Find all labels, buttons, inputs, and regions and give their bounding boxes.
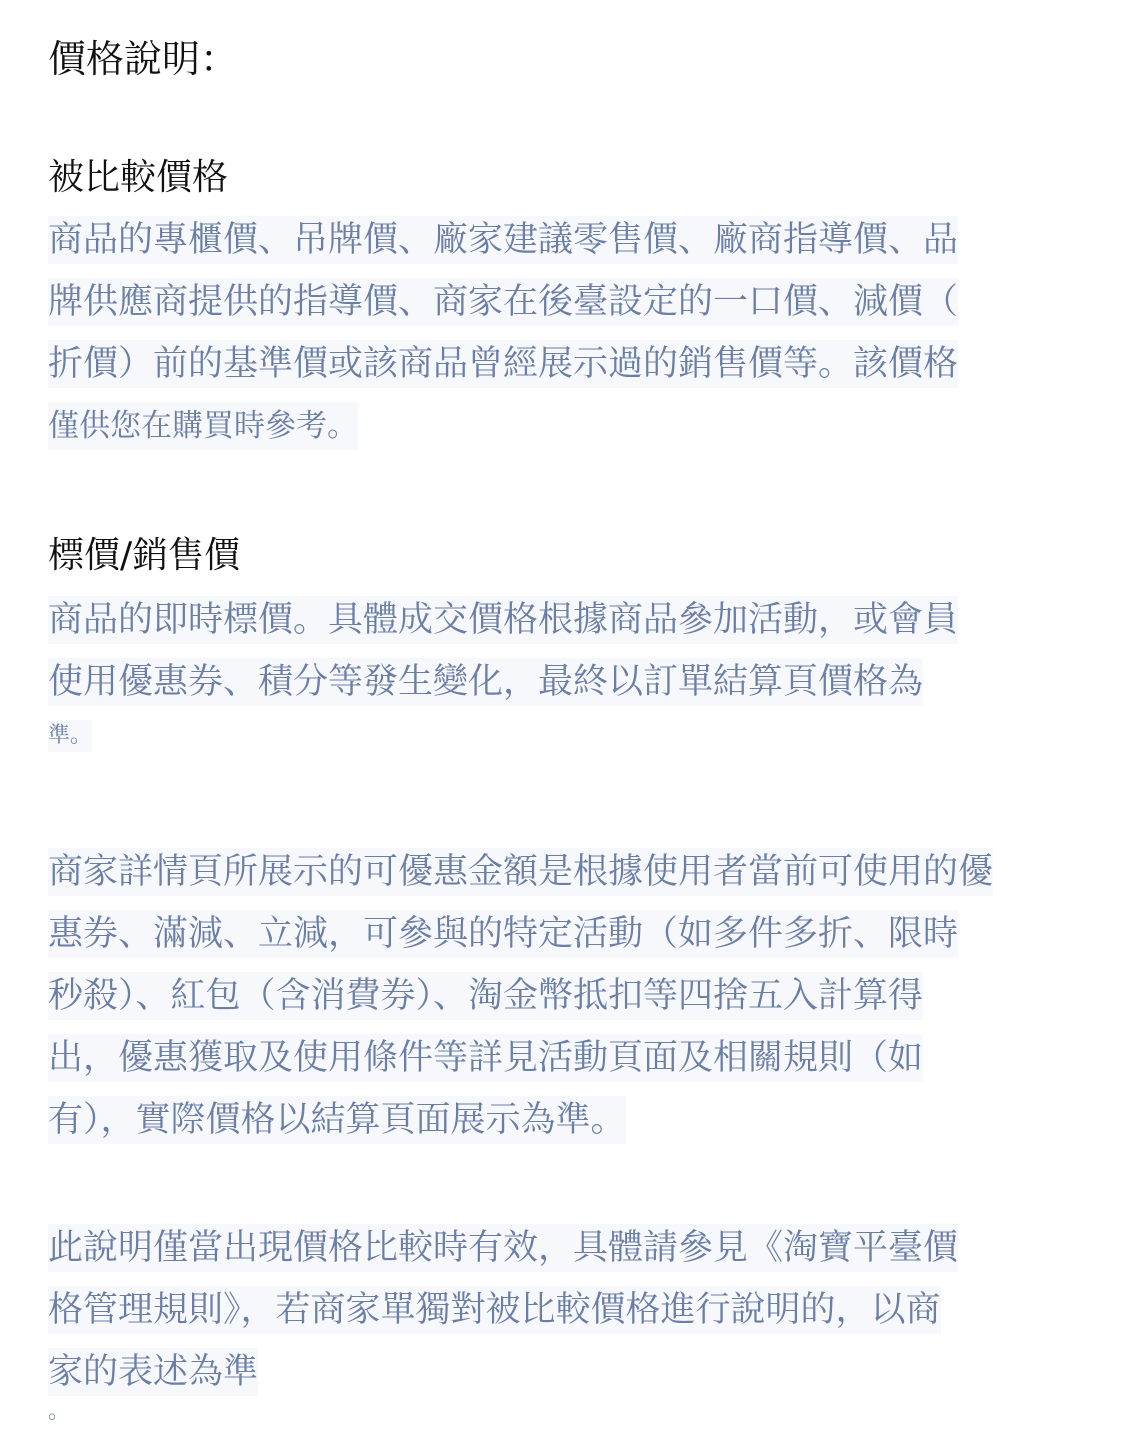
text-line: 家的表述為準 — [48, 1348, 258, 1396]
text-line: 。 — [48, 1396, 70, 1428]
page-title: 價格說明： — [48, 37, 239, 81]
text-line: 商品的專櫃價、吊牌價、廠家建議零售價、廠商指導價、品 — [48, 216, 958, 264]
text-line: 此說明僅當出現價格比較時有效，具體請參見《淘寶平臺價 — [48, 1224, 958, 1272]
section-body-validity-note — [48, 1224, 958, 1442]
text-line: 惠券、滿減、立減，可參與的特定活動（如多件多折、限時 — [48, 910, 958, 958]
text-line: 商家詳情頁所展示的可優惠金額是根據使用者當前可使用的優 — [48, 848, 993, 896]
section-body-list-price — [48, 596, 958, 766]
text-line: 僅供您在購買時參考。 — [48, 402, 358, 450]
text-line: 牌供應商提供的指導價、商家在後臺設定的一口價、減價（ — [48, 278, 958, 326]
text-line: 使用優惠券、積分等發生變化，最終以訂單結算頁價格為 — [48, 658, 923, 706]
section-body-compared-price — [48, 216, 958, 464]
text-line: 格管理規則》，若商家單獨對被比較價格進行說明的，以商 — [48, 1286, 941, 1334]
text-line: 折價）前的基準價或該商品曾經展示過的銷售價等。該價格 — [48, 340, 958, 388]
text-line: 有），實際價格以結算頁面展示為準。 — [48, 1096, 626, 1144]
section-heading-compared-price: 被比較價格 — [48, 157, 229, 198]
text-line: 出，優惠獲取及使用條件等詳見活動頁面及相關規則（如 — [48, 1034, 923, 1082]
section-heading-list-price: 標價/銷售價 — [48, 535, 241, 576]
section-body-discount-amount — [48, 848, 993, 1158]
text-line: 秒殺）、紅包（含消費券）、淘金幣抵扣等四捨五入計算得 — [48, 972, 923, 1020]
text-line: 商品的即時標價。具體成交價格根據商品參加活動，或會員 — [48, 596, 958, 644]
text-line: 準。 — [48, 720, 92, 752]
